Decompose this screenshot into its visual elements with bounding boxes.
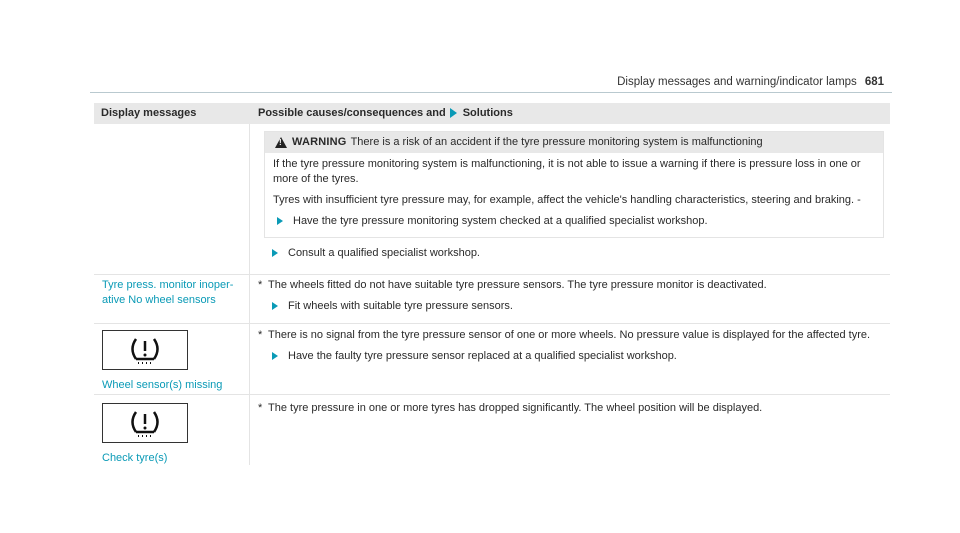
warning-text: There is a risk of an accident if the tyre pressure monitoring system is malfunctioning	[350, 136, 763, 148]
table-row	[94, 275, 890, 324]
warning-paragraph-2: Tyres with insufficient tyre pressure may, for example, affect the vehicle's handling characteristics, steering and braking. -	[273, 194, 861, 206]
row3-message-cell	[94, 324, 250, 394]
row3-step	[272, 349, 890, 364]
table-row	[94, 124, 890, 275]
row3-step-text: Have the faulty tyre pressure sensor replaced at a qualified specialist workshop.	[288, 350, 677, 362]
arrow-right-icon	[272, 352, 278, 360]
warning-body	[265, 153, 883, 237]
col2-header-text: Possible causes/consequences and	[258, 107, 446, 119]
note-marker: *	[258, 279, 263, 291]
table-header	[94, 103, 890, 124]
row3-note	[258, 328, 890, 343]
messages-table	[94, 103, 890, 465]
warning-step	[277, 214, 875, 229]
page-number: 681	[864, 76, 884, 88]
col-display-messages: Display messages	[101, 107, 197, 119]
warning-header	[265, 132, 883, 153]
row4-note-text: The tyre pressure in one or more tyres has dropped significantly. The wheel position will be displayed.	[268, 402, 763, 414]
row2-note	[258, 278, 890, 293]
row2-step	[272, 299, 890, 314]
row1-step-text: Consult a qualified specialist workshop.	[288, 247, 480, 259]
arrow-right-icon	[450, 108, 457, 118]
warning-step-text: Have the tyre pressure monitoring system checked at a qualified specialist workshop.	[293, 215, 708, 227]
table-row	[94, 395, 890, 465]
note-marker: *	[258, 402, 263, 414]
arrow-right-icon	[277, 217, 283, 225]
row2-message: Tyre press. monitor inoper- ative No wheel sensors	[94, 275, 250, 323]
col-causes-solutions	[250, 103, 890, 124]
warning-triangle-icon	[275, 137, 287, 148]
row1-message-cell	[94, 124, 250, 274]
col2-header-solutions: Solutions	[462, 107, 513, 119]
page-header	[0, 76, 884, 88]
row1-solutions-cell	[250, 124, 890, 274]
row1-step	[272, 246, 890, 261]
warning-label: WARNING	[292, 136, 347, 148]
row2-step-text: Fit wheels with suitable tyre pressure sensors.	[288, 300, 513, 312]
tyre-pressure-warning-icon	[102, 330, 188, 370]
row2-solutions-cell	[250, 275, 890, 323]
row4-note	[258, 401, 890, 416]
row4-message: Check tyre(s)	[102, 452, 168, 464]
header-title: Display messages and warning/indicator lamps	[617, 76, 857, 88]
table-row	[94, 324, 890, 395]
row3-note-text: There is no signal from the tyre pressure sensor of one or more wheels. No pressure value is displayed for the affected tyre.	[268, 329, 871, 341]
header-divider	[90, 92, 892, 93]
row2-note-text: The wheels fitted do not have suitable tyre pressure sensors. The tyre pressure monitor is deactivated.	[268, 279, 767, 291]
warning-box	[264, 131, 884, 238]
row3-message: Wheel sensor(s) missing	[102, 379, 223, 391]
warning-paragraph-1: If the tyre pressure monitoring system is malfunctioning, it is not able to issue a warning if there is pressure loss in one or more of the tyres.	[273, 158, 861, 185]
note-marker: *	[258, 329, 263, 341]
row3-solutions-cell	[250, 324, 890, 394]
tyre-pressure-warning-icon	[102, 403, 188, 443]
arrow-right-icon	[272, 302, 278, 310]
row4-message-cell	[94, 395, 250, 465]
arrow-right-icon	[272, 249, 278, 257]
row4-solutions-cell	[250, 395, 890, 465]
